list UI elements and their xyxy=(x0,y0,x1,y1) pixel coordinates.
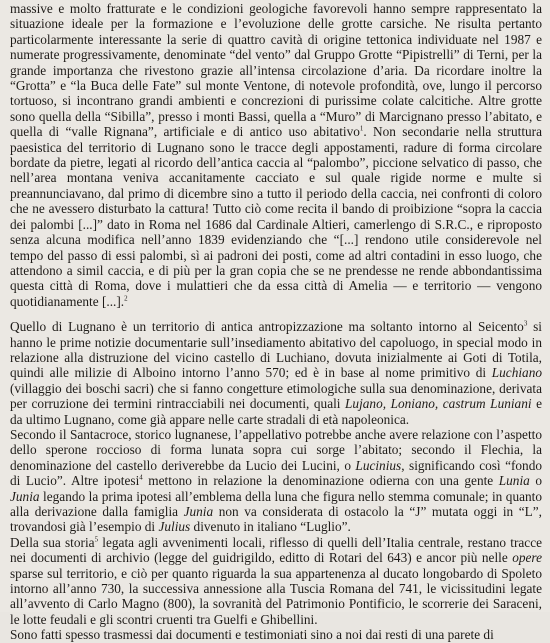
footnote-marker: 4 xyxy=(139,473,143,482)
text-run: Secondo il Santacroce, storico lugnanese, l’appellativo potrebbe anche avere relazione con l’aspetto dello sperone roccioso di forma lunata sopra cui sorge l’abitato; secondo il Flechia, la denominazione del castello deriverebbe da Lucio dei Lucini, o xyxy=(10,426,542,473)
footnote-marker: 1 xyxy=(359,124,364,133)
paragraph-facts xyxy=(10,627,542,642)
paragraph-territory xyxy=(10,319,542,427)
paragraph-gap xyxy=(10,309,542,319)
italic-term: Luchiano xyxy=(491,365,542,381)
paragraph-history xyxy=(10,535,542,627)
italic-term: Junia xyxy=(183,504,214,519)
italic-term: Lunia xyxy=(498,473,530,489)
text-run: massive e molto fratturate e le condizioni geologiche favorevoli hanno sempre rappresentato la situazione ideale per la formazione e l’evoluzione delle grotte carsiche. Ne risulta pertanto particolarmente interessante la serie di quattro cavità di origine tettonica individuate nel 1987 e numerate progressivamente, denominate “del vento” dal Gruppo Grotte “Pipistrelli” di Terni, per la grande importanza che rivestono grazie all’intensa circolazione d’aria. Da ricordare inoltre la “Grotta” e “la Buca delle Fate” sul monte Ventone, di notevole profondità, ove, lungo il percorso tortuoso, si incontrano grandi ambienti e concrezioni di purissime colate calcitiche. Altre grotte sono quella della “Sibilla”, presso i monti Bassi, quella a “Muro” di Marcignano presso l’abitato, e quella di “valle Rignana”, artificiale e di antico uso abitativo xyxy=(10,1,542,140)
text-run: legando la prima ipotesi all’emblema della luna che figura nello stemma comunale; in quanto alla derivazione dalla famiglia xyxy=(10,488,542,519)
text-run: (villaggio dei boschi sacri) che si fanno congetture etimologiche sulla sua denominazione, derivata per corruzione dei termini rintracciabili nei documenti, quali xyxy=(10,380,542,412)
text-run: si hanno le prime notizie documentarie sull’insediamento abitativo del capoluogo, in special modo in relazione alla distruzione del vicino castello di Luchiano, dovuta inizialmente ai Goti di Totila, quindi alle milizie di Alboino intorno l’anno 570; ed è in base al nome primitivo di xyxy=(10,319,542,381)
text-run: legata agli avvenimenti locali, riflesso di quelli dell’Italia centrale, restano tracce nei documenti di archivio (legge del guidrigildo, editto di Rotari del 643) e ancor più nelle xyxy=(10,534,542,566)
text-run: sparse sul territorio, e ciò per quanto riguarda la sua appartenenza al ducato longobardo di Spoleto intorno all’anno 730, la successiva annessione alla Tuscia Romana del 741, le vicissitudini legate all’avvento di Carlo Magno (800), la sovranità del Patrimonio Pontificio, le scorrerie dei Saraceni, le lotte feudali e gli scontri cruenti tra Guelfi e Ghibellini. xyxy=(10,565,542,627)
footnote-marker: 5 xyxy=(94,535,99,544)
footnote-marker: 3 xyxy=(523,319,528,328)
italic-term: Julius xyxy=(158,519,191,535)
text-run: Della sua storia xyxy=(10,534,95,550)
text-run: non va considerata di ostacolo la “J” mutata oggi in “L”, trovandosi già l’esempio di xyxy=(10,504,542,535)
text-run: , significando così “fondo di Lucio”. Altre ipotesi xyxy=(10,457,542,489)
text-run: divenuto in italiano “Luglio”. xyxy=(190,519,351,535)
paragraph-etymology xyxy=(10,427,542,535)
italic-term: Lujano, Lonianо, castrum Luniani xyxy=(345,396,532,412)
paragraph-caves xyxy=(10,1,542,309)
footnote-marker: 2 xyxy=(124,294,128,303)
text-run: mettono in relazione la denominazione odierna con una gente xyxy=(142,473,499,489)
italic-term: opere xyxy=(512,550,542,566)
text-run: Sono fatti spesso trasmessi dai documenti e testimoniati sino a noi dai resti di una parete di xyxy=(10,627,494,643)
italic-term: Junia xyxy=(10,488,40,504)
text-run: e da ultimo Lugnano, come già appare nelle carte stradali di età napoleonica. xyxy=(10,396,542,427)
body-text xyxy=(10,1,542,643)
text-run: . Non secondarie nella struttura paesistica del territorio di Lugnano sono le tracce degli appostamenti, radure di forma circolare bordate da pietre, legati al ricordo dell’antica caccia al “palombo”, piccione selvatico di passo, che nell’area montana veniva accanitamente cacciato e sul quale rigide norme e multe si preannunciavano, dal primo di dicembre sino a tutto il periodo della caccia, nei confronti di coloro che ne avessero disturbato la cattura! Tutto ciò come recita il bando di proibizione “sopra la caccia dei palombi [...]” dato in Roma nel 1686 dal Cardinale Altieri, camerlengo di S.R.C., e riproposto senza alcuna modifica nell’anno 1839 evidenziando che “[...] rendono utile considerevole nel tempo del passo di essi palombi, sì ai padroni dei posti, come ad altri contadini in esso luogo, che attendono a simil caccia, e di più per la gran copia che se ne prendesse ne rende abbondantissima questa città di Roma, dove i mulattieri che da essa città di Amelia — e territorio — vengono quotidianamente [...]. xyxy=(10,124,542,309)
italic-term: Lucinius xyxy=(355,457,402,473)
text-run: o xyxy=(529,473,542,489)
text-run: Quello di Lugnano è un territorio di antica antropizzazione ma soltanto intorno al Seicento xyxy=(10,319,524,335)
